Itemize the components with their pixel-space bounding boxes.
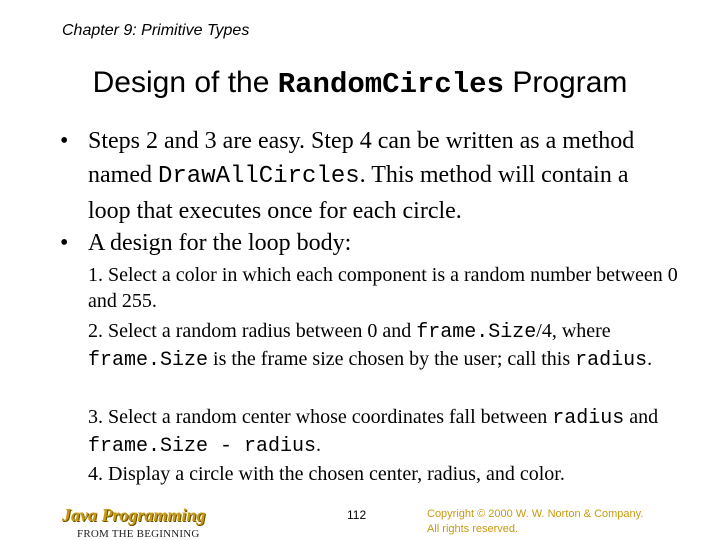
bullet-text-part: Steps 2 and 3 are easy. Step 4 can be written as a method named <box>88 128 635 188</box>
step-code: frame.Size <box>88 349 209 372</box>
bullet-code: DrawAllCircles <box>157 163 360 190</box>
title-code: RandomCircles <box>277 68 504 101</box>
bullet-item <box>60 124 668 228</box>
step-text: . <box>647 348 653 370</box>
copyright-line: Copyright © 2000 W. W. Norton & Company. <box>427 508 644 520</box>
copyright-line: All rights reserved. <box>427 523 519 535</box>
step-text: /4, where <box>536 320 611 342</box>
bullet-dot: • <box>60 230 69 256</box>
slide-title <box>0 66 720 101</box>
step-text: 2. Select a random radius between 0 and <box>88 320 417 342</box>
step-code: radius <box>552 407 625 430</box>
title-text-before: Design of the <box>92 66 278 99</box>
title-text-after: Program <box>504 66 628 99</box>
step-code: frame.Size - radius <box>88 435 317 458</box>
bullet-dot: • <box>60 128 69 154</box>
bullet-text <box>88 124 668 228</box>
step-text: 3. Select a random center whose coordinates fall between <box>88 406 553 428</box>
step-text: . <box>316 434 322 456</box>
step-item <box>88 318 688 374</box>
book-title: Java Programming <box>62 505 206 525</box>
bullet-text-part: . This method will contain a loop that executes once for each circle. <box>88 162 629 224</box>
step-code: frame.Size <box>416 321 537 344</box>
chapter-header: Chapter 9: Primitive Types <box>62 22 250 39</box>
page-number: 112 <box>347 508 367 522</box>
step-item: 1. Select a color in which each component is a random number between 0 and 255. <box>88 264 678 312</box>
step-item <box>88 404 688 460</box>
book-logo <box>62 505 206 540</box>
copyright-notice <box>427 507 643 537</box>
book-subtitle: FROM THE BEGINNING <box>77 528 200 540</box>
bullet-text: A design for the loop body: <box>88 230 352 256</box>
bullet-item <box>60 226 668 260</box>
step-item: 4. Display a circle with the chosen center, radius, and color. <box>88 463 565 485</box>
step-text: and <box>624 406 659 428</box>
step-text: is the frame size chosen by the user; call this <box>208 348 576 370</box>
step-code: radius <box>575 349 648 372</box>
